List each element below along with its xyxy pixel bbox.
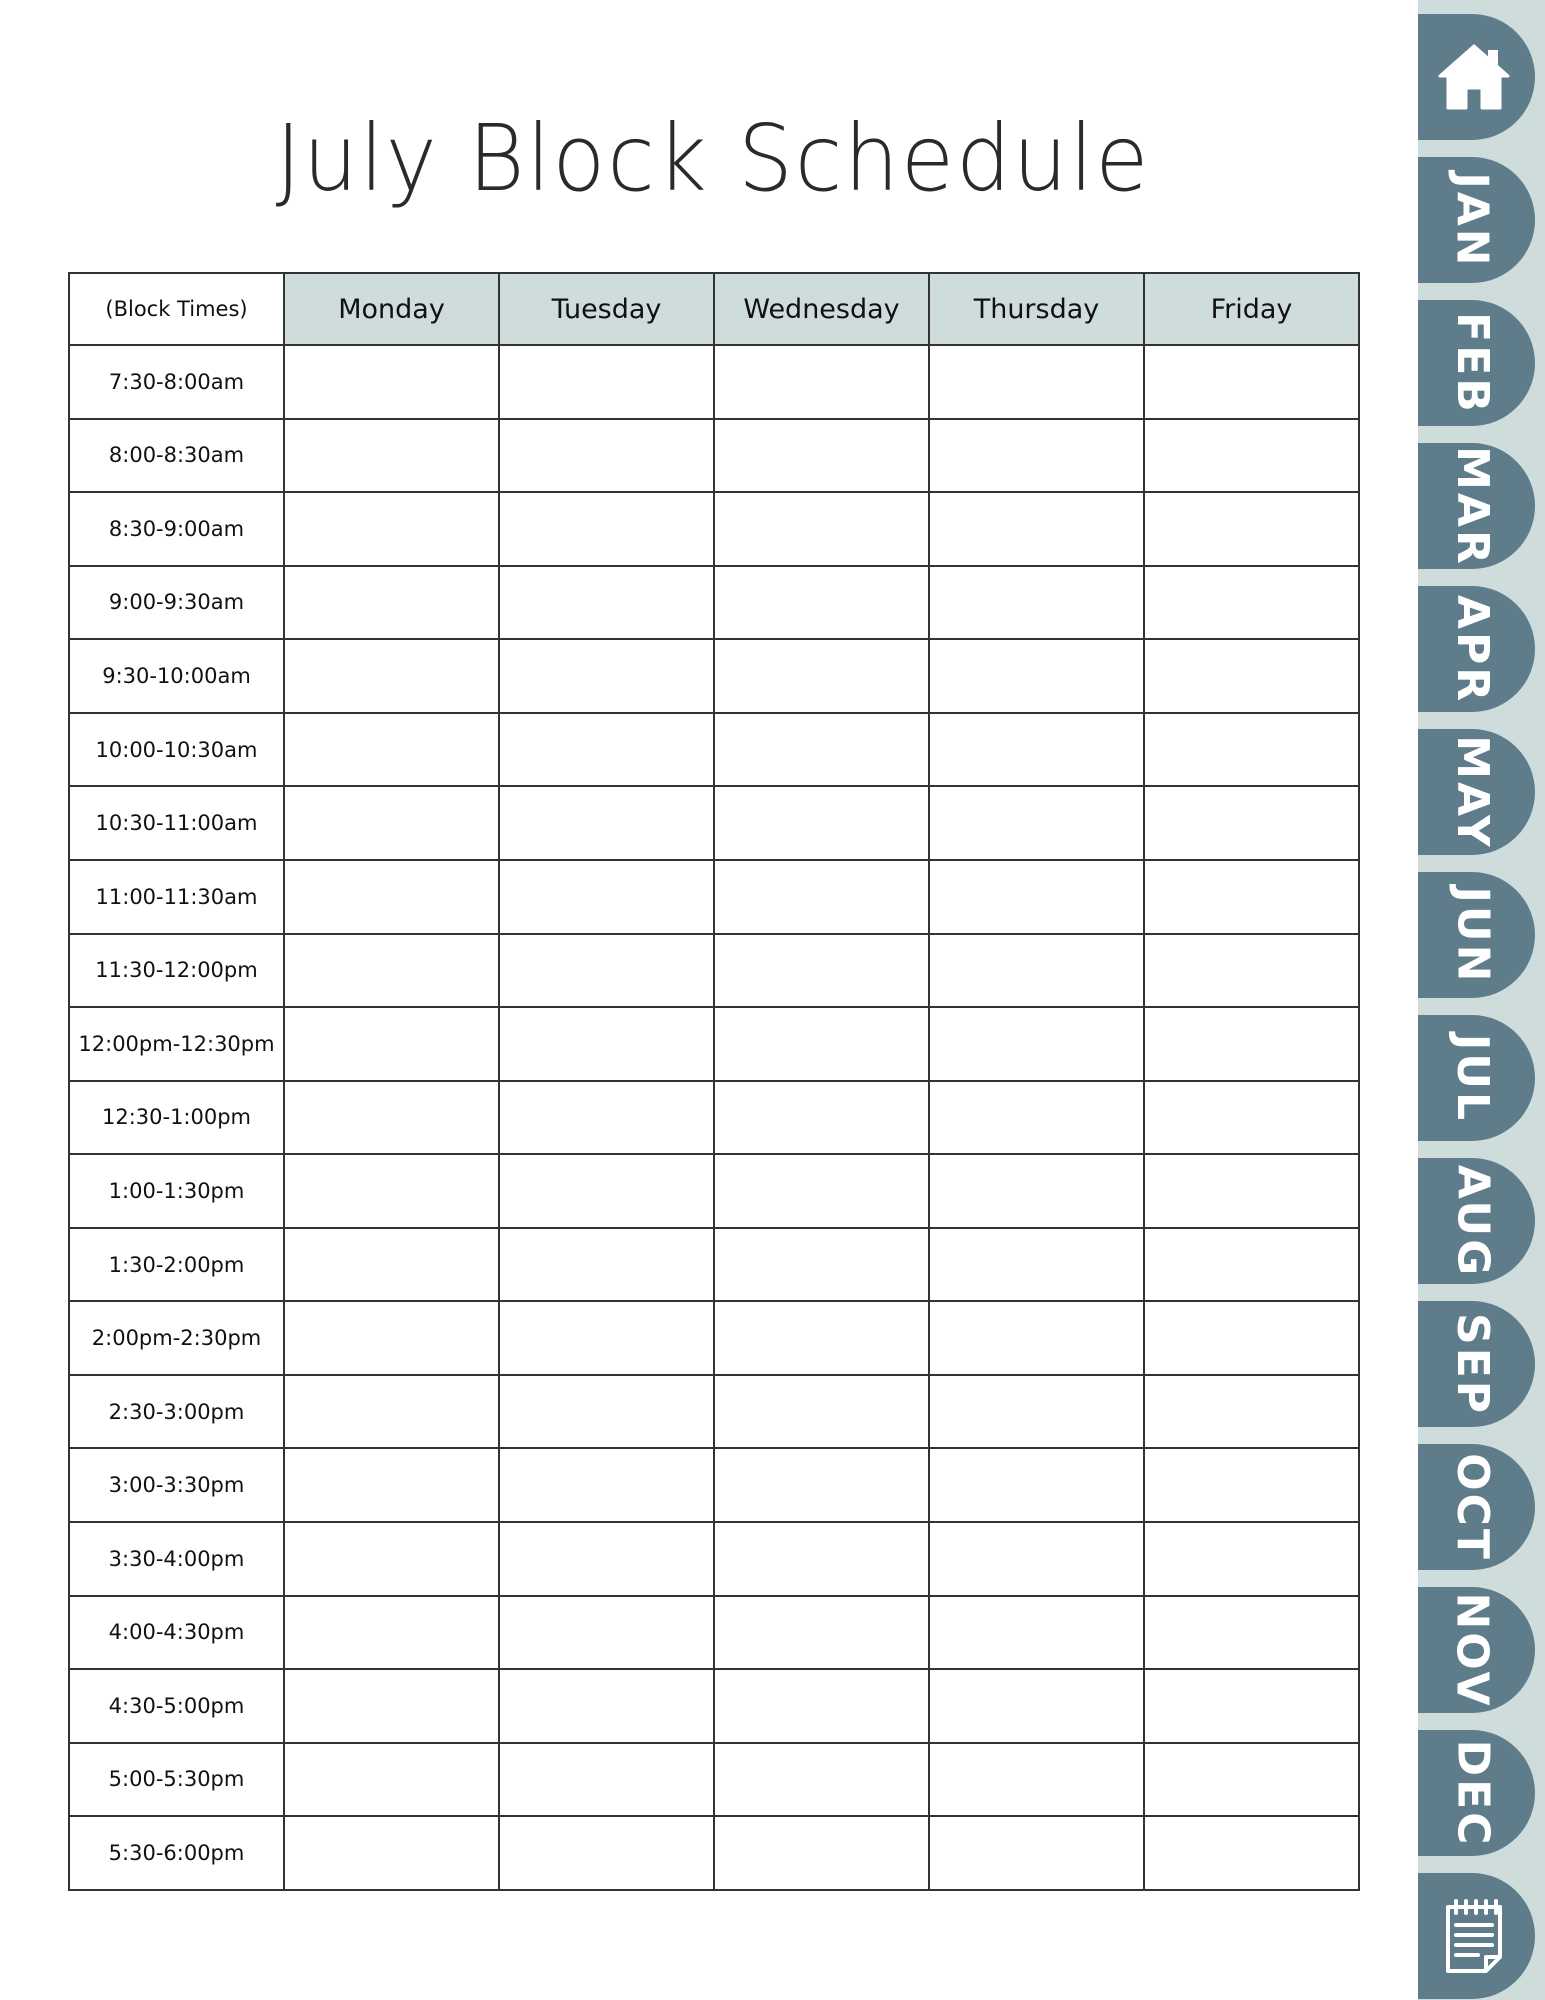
schedule-cell-tuesday[interactable] bbox=[499, 934, 714, 1008]
schedule-cell-thursday[interactable] bbox=[929, 786, 1144, 860]
table-row bbox=[69, 713, 1359, 787]
schedule-cell-thursday[interactable] bbox=[929, 1816, 1144, 1890]
schedule-cell-friday[interactable] bbox=[1144, 1816, 1359, 1890]
table-row bbox=[69, 1596, 1359, 1670]
time-slot-label: 9:00-9:30am bbox=[69, 566, 284, 640]
schedule-cell-friday[interactable] bbox=[1144, 1228, 1359, 1302]
schedule-cell-wednesday[interactable] bbox=[714, 1522, 929, 1596]
schedule-cell-friday[interactable] bbox=[1144, 1301, 1359, 1375]
table-row bbox=[69, 1228, 1359, 1302]
month-tab-label: APR bbox=[1447, 594, 1498, 704]
schedule-cell-monday[interactable] bbox=[284, 1154, 499, 1228]
table-row bbox=[69, 419, 1359, 493]
schedule-cell-wednesday[interactable] bbox=[714, 713, 929, 787]
time-slot-label: 8:30-9:00am bbox=[69, 492, 284, 566]
time-slot-label: 11:30-12:00pm bbox=[69, 934, 284, 1008]
month-tab-label: JUN bbox=[1447, 886, 1498, 984]
schedule-cell-wednesday[interactable] bbox=[714, 1448, 929, 1522]
schedule-cell-thursday[interactable] bbox=[929, 566, 1144, 640]
time-slot-label: 9:30-10:00am bbox=[69, 639, 284, 713]
schedule-cell-thursday[interactable] bbox=[929, 713, 1144, 787]
schedule-cell-thursday[interactable] bbox=[929, 1375, 1144, 1449]
month-tab-label: FEB bbox=[1447, 311, 1498, 415]
schedule-cell-monday[interactable] bbox=[284, 713, 499, 787]
schedule-cell-monday[interactable] bbox=[284, 1522, 499, 1596]
schedule-cell-wednesday[interactable] bbox=[714, 1081, 929, 1155]
schedule-cell-thursday[interactable] bbox=[929, 492, 1144, 566]
schedule-cell-tuesday[interactable] bbox=[499, 492, 714, 566]
schedule-cell-tuesday[interactable] bbox=[499, 1669, 714, 1743]
schedule-cell-monday[interactable] bbox=[284, 639, 499, 713]
table-row bbox=[69, 639, 1359, 713]
time-slot-label: 1:00-1:30pm bbox=[69, 1154, 284, 1228]
time-slot-label: 4:00-4:30pm bbox=[69, 1596, 284, 1670]
time-slot-label: 12:30-1:00pm bbox=[69, 1081, 284, 1155]
time-slot-label: 10:30-11:00am bbox=[69, 786, 284, 860]
schedule-cell-wednesday[interactable] bbox=[714, 786, 929, 860]
schedule-cell-thursday[interactable] bbox=[929, 1596, 1144, 1670]
month-tab-label: AUG bbox=[1446, 1164, 1498, 1278]
schedule-cell-thursday[interactable] bbox=[929, 1448, 1144, 1522]
table-row bbox=[69, 1007, 1359, 1081]
schedule-cell-wednesday[interactable] bbox=[714, 1743, 929, 1817]
table-row bbox=[69, 1816, 1359, 1890]
schedule-cell-monday[interactable] bbox=[284, 345, 499, 419]
schedule-cell-monday[interactable] bbox=[284, 786, 499, 860]
schedule-cell-monday[interactable] bbox=[284, 1007, 499, 1081]
schedule-cell-tuesday[interactable] bbox=[499, 566, 714, 640]
schedule-cell-thursday[interactable] bbox=[929, 1743, 1144, 1817]
table-row bbox=[69, 1154, 1359, 1228]
schedule-cell-thursday[interactable] bbox=[929, 1081, 1144, 1155]
schedule-cell-wednesday[interactable] bbox=[714, 419, 929, 493]
time-slot-label: 1:30-2:00pm bbox=[69, 1228, 284, 1302]
schedule-cell-wednesday[interactable] bbox=[714, 1228, 929, 1302]
schedule-cell-wednesday[interactable] bbox=[714, 1007, 929, 1081]
schedule-cell-friday[interactable] bbox=[1144, 1007, 1359, 1081]
month-tab-label: SEP bbox=[1447, 1312, 1498, 1416]
month-tab-label: OCT bbox=[1447, 1452, 1498, 1562]
day-header-monday: Monday bbox=[284, 273, 499, 345]
schedule-cell-tuesday[interactable] bbox=[499, 419, 714, 493]
schedule-cell-friday[interactable] bbox=[1144, 1448, 1359, 1522]
schedule-cell-monday[interactable] bbox=[284, 1669, 499, 1743]
schedule-cell-friday[interactable] bbox=[1144, 639, 1359, 713]
month-tab-label: MAR bbox=[1447, 445, 1498, 567]
schedule-cell-friday[interactable] bbox=[1144, 786, 1359, 860]
table-row bbox=[69, 934, 1359, 1008]
schedule-cell-thursday[interactable] bbox=[929, 1228, 1144, 1302]
schedule-cell-tuesday[interactable] bbox=[499, 1522, 714, 1596]
schedule-cell-wednesday[interactable] bbox=[714, 639, 929, 713]
schedule-cell-thursday[interactable] bbox=[929, 1669, 1144, 1743]
table-row bbox=[69, 1743, 1359, 1817]
schedule-cell-wednesday[interactable] bbox=[714, 1816, 929, 1890]
schedule-cell-tuesday[interactable] bbox=[499, 1596, 714, 1670]
table-row bbox=[69, 492, 1359, 566]
schedule-cell-tuesday[interactable] bbox=[499, 639, 714, 713]
schedule-cell-wednesday[interactable] bbox=[714, 566, 929, 640]
schedule-cell-monday[interactable] bbox=[284, 1081, 499, 1155]
table-row bbox=[69, 1081, 1359, 1155]
schedule-cell-tuesday[interactable] bbox=[499, 1154, 714, 1228]
schedule-cell-thursday[interactable] bbox=[929, 639, 1144, 713]
schedule-cell-friday[interactable] bbox=[1144, 934, 1359, 1008]
schedule-cell-wednesday[interactable] bbox=[714, 860, 929, 934]
day-header-thursday: Thursday bbox=[929, 273, 1144, 345]
time-slot-label: 11:00-11:30am bbox=[69, 860, 284, 934]
schedule-cell-wednesday[interactable] bbox=[714, 1596, 929, 1670]
schedule-cell-wednesday[interactable] bbox=[714, 1669, 929, 1743]
schedule-cell-monday[interactable] bbox=[284, 860, 499, 934]
schedule-cell-friday[interactable] bbox=[1144, 566, 1359, 640]
day-header-wednesday: Wednesday bbox=[714, 273, 929, 345]
schedule-cell-friday[interactable] bbox=[1144, 1743, 1359, 1817]
schedule-cell-tuesday[interactable] bbox=[499, 1081, 714, 1155]
day-header-friday: Friday bbox=[1144, 273, 1359, 345]
schedule-cell-wednesday[interactable] bbox=[714, 492, 929, 566]
schedule-cell-tuesday[interactable] bbox=[499, 786, 714, 860]
schedule-cell-tuesday[interactable] bbox=[499, 1007, 714, 1081]
schedule-cell-tuesday[interactable] bbox=[499, 713, 714, 787]
schedule-cell-thursday[interactable] bbox=[929, 1154, 1144, 1228]
block-schedule-table bbox=[68, 272, 1360, 1891]
table-row bbox=[69, 1375, 1359, 1449]
schedule-cell-thursday[interactable] bbox=[929, 860, 1144, 934]
month-tab-label: JAN bbox=[1447, 171, 1498, 269]
time-slot-label: 8:00-8:30am bbox=[69, 419, 284, 493]
schedule-cell-monday[interactable] bbox=[284, 566, 499, 640]
table-row bbox=[69, 1669, 1359, 1743]
schedule-cell-monday[interactable] bbox=[284, 419, 499, 493]
schedule-cell-monday[interactable] bbox=[284, 1228, 499, 1302]
schedule-cell-wednesday[interactable] bbox=[714, 1375, 929, 1449]
schedule-cell-monday[interactable] bbox=[284, 1375, 499, 1449]
month-tab-label: NOV bbox=[1446, 1591, 1498, 1709]
schedule-cell-tuesday[interactable] bbox=[499, 1448, 714, 1522]
schedule-cell-friday[interactable] bbox=[1144, 1522, 1359, 1596]
table-row bbox=[69, 566, 1359, 640]
schedule-cell-friday[interactable] bbox=[1144, 1596, 1359, 1670]
day-header-tuesday: Tuesday bbox=[499, 273, 714, 345]
month-tab-label: DEC bbox=[1447, 1739, 1498, 1847]
table-row bbox=[69, 786, 1359, 860]
schedule-cell-friday[interactable] bbox=[1144, 1375, 1359, 1449]
schedule-cell-thursday[interactable] bbox=[929, 419, 1144, 493]
month-tab-label: JUL bbox=[1446, 1033, 1498, 1123]
schedule-cell-thursday[interactable] bbox=[929, 1522, 1144, 1596]
schedule-cell-monday[interactable] bbox=[284, 1743, 499, 1817]
schedule-cell-monday[interactable] bbox=[284, 1448, 499, 1522]
time-slot-label: 12:00pm-12:30pm bbox=[69, 1007, 284, 1081]
schedule-cell-tuesday[interactable] bbox=[499, 1743, 714, 1817]
schedule-cell-tuesday[interactable] bbox=[499, 1228, 714, 1302]
table-row bbox=[69, 1522, 1359, 1596]
time-slot-label: 4:30-5:00pm bbox=[69, 1669, 284, 1743]
schedule-cell-monday[interactable] bbox=[284, 1816, 499, 1890]
schedule-cell-friday[interactable] bbox=[1144, 492, 1359, 566]
schedule-cell-friday[interactable] bbox=[1144, 1154, 1359, 1228]
schedule-cell-monday[interactable] bbox=[284, 1301, 499, 1375]
schedule-cell-friday[interactable] bbox=[1144, 713, 1359, 787]
time-slot-label: 3:00-3:30pm bbox=[69, 1448, 284, 1522]
time-slot-label: 5:30-6:00pm bbox=[69, 1816, 284, 1890]
table-row bbox=[69, 860, 1359, 934]
schedule-cell-monday[interactable] bbox=[284, 1596, 499, 1670]
time-slot-label: 2:30-3:00pm bbox=[69, 1375, 284, 1449]
table-row bbox=[69, 345, 1359, 419]
time-slot-label: 2:00pm-2:30pm bbox=[69, 1301, 284, 1375]
schedule-cell-wednesday[interactable] bbox=[714, 934, 929, 1008]
schedule-cell-monday[interactable] bbox=[284, 492, 499, 566]
page-title: July Block Schedule bbox=[275, 105, 1151, 212]
time-slot-label: 5:00-5:30pm bbox=[69, 1743, 284, 1817]
schedule-cell-friday[interactable] bbox=[1144, 419, 1359, 493]
table-row bbox=[69, 1301, 1359, 1375]
schedule-cell-tuesday[interactable] bbox=[499, 1816, 714, 1890]
schedule-cell-thursday[interactable] bbox=[929, 1007, 1144, 1081]
schedule-cell-monday[interactable] bbox=[284, 934, 499, 1008]
schedule-cell-wednesday[interactable] bbox=[714, 345, 929, 419]
home-icon bbox=[1436, 42, 1512, 112]
schedule-cell-friday[interactable] bbox=[1144, 1081, 1359, 1155]
time-slot-label: 7:30-8:00am bbox=[69, 345, 284, 419]
schedule-cell-friday[interactable] bbox=[1144, 1669, 1359, 1743]
time-slot-label: 10:00-10:30am bbox=[69, 713, 284, 787]
schedule-cell-wednesday[interactable] bbox=[714, 1301, 929, 1375]
header-row bbox=[69, 273, 1359, 345]
block-times-header: (Block Times) bbox=[69, 273, 284, 345]
time-slot-label: 3:30-4:00pm bbox=[69, 1522, 284, 1596]
schedule-cell-tuesday[interactable] bbox=[499, 860, 714, 934]
schedule-cell-tuesday[interactable] bbox=[499, 1375, 714, 1449]
month-tab-label: MAY bbox=[1447, 734, 1498, 850]
schedule-cell-tuesday[interactable] bbox=[499, 345, 714, 419]
schedule-cell-tuesday[interactable] bbox=[499, 1301, 714, 1375]
table-row bbox=[69, 1448, 1359, 1522]
notepad-icon bbox=[1442, 1897, 1506, 1975]
schedule-cell-thursday[interactable] bbox=[929, 934, 1144, 1008]
schedule-cell-thursday[interactable] bbox=[929, 1301, 1144, 1375]
schedule-cell-wednesday[interactable] bbox=[714, 1154, 929, 1228]
schedule-cell-friday[interactable] bbox=[1144, 860, 1359, 934]
schedule-cell-friday[interactable] bbox=[1144, 345, 1359, 419]
schedule-cell-thursday[interactable] bbox=[929, 345, 1144, 419]
